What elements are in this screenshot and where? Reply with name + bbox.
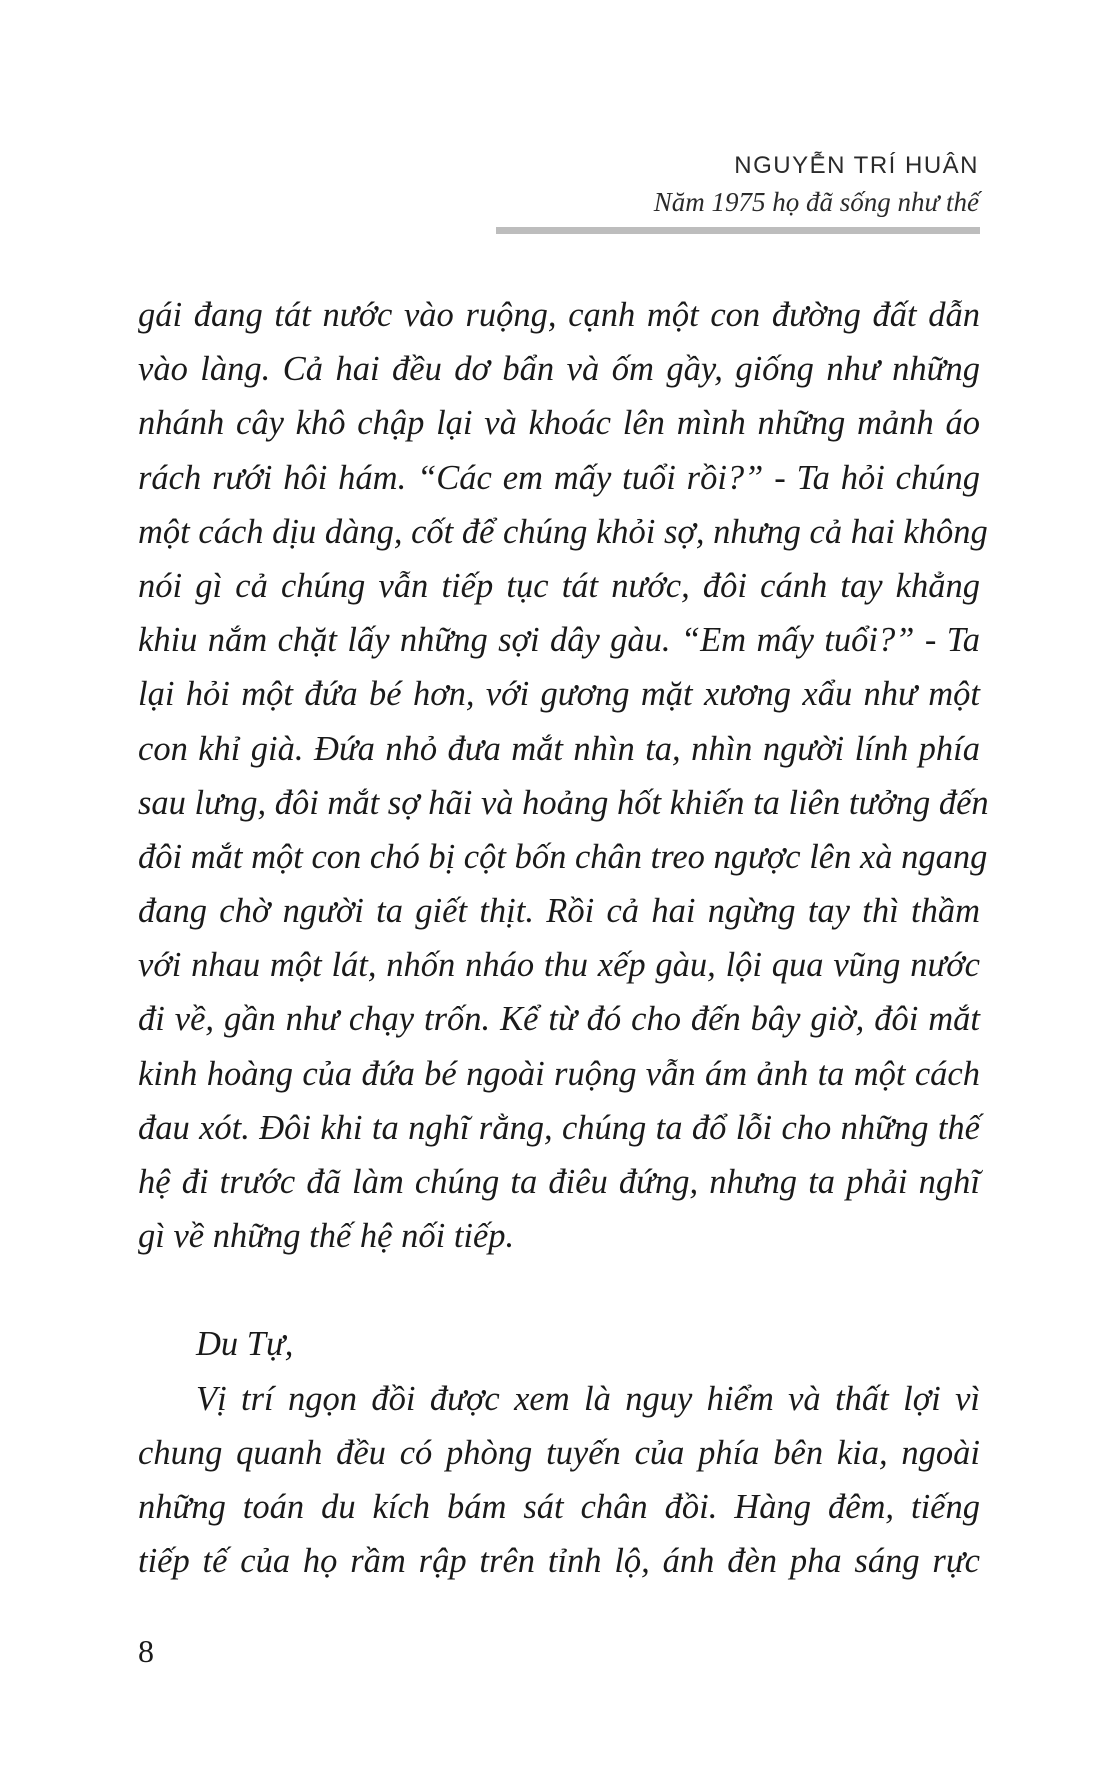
text-line: gái đang tát nước vào ruộng, cạnh một con đường đất dẫn xyxy=(138,296,980,334)
text-line: vào làng. Cả hai đều dơ bẩn và ốm gầy, giống như những xyxy=(138,350,980,389)
text-line: lại hỏi một đứa bé hơn, với gương mặt xương xẩu như một xyxy=(138,675,980,714)
text-line: gì về những thế hệ nối tiếp. xyxy=(138,1217,515,1256)
paragraph-1 xyxy=(138,288,989,1263)
salutation: Du Tự, xyxy=(196,1325,294,1364)
text-line: đang chờ người ta giết thịt. Rồi cả hai ngừng tay thì thầm xyxy=(138,892,980,931)
paragraph-gap xyxy=(138,1263,980,1317)
text-line: hệ đi trước đã làm chúng ta điêu đứng, nhưng ta phải nghĩ xyxy=(138,1163,980,1201)
header-rule xyxy=(496,227,980,234)
text-line: rách rưới hôi hám. “Các em mấy tuổi rồi?” - Ta hỏi chúng xyxy=(138,458,980,497)
text-line: đi về, gần như chạy trốn. Kể từ đó cho đến bây giờ, đôi mắt xyxy=(138,1000,980,1039)
text-line: con khỉ già. Đứa nhỏ đưa mắt nhìn ta, nhìn người lính phía xyxy=(138,729,980,768)
paragraph-2 xyxy=(138,1372,980,1589)
running-header xyxy=(654,150,979,220)
text-line: đau xót. Đôi khi ta nghĩ rằng, chúng ta đổ lỗi cho những thế xyxy=(138,1108,980,1147)
text-line: kinh hoàng của đứa bé ngoài ruộng vẫn ám ảnh ta một cách xyxy=(138,1054,980,1093)
text-line: sau lưng, đôi mắt sợ hãi và hoảng hốt khiến ta liên tưởng đến xyxy=(138,783,989,822)
text-line: đôi mắt một con chó bị cột bốn chân treo ngược lên xà ngang xyxy=(138,837,988,876)
text-line: tiếp tế của họ rầm rập trên tỉnh lộ, ánh đèn pha sáng rực xyxy=(138,1542,980,1581)
text-line: nói gì cả chúng vẫn tiếp tục tát nước, đôi cánh tay khẳng xyxy=(138,566,980,605)
header-book-title: Năm 1975 họ đã sống như thế xyxy=(653,187,979,217)
page-number: 8 xyxy=(138,1633,154,1669)
text-line: những toán du kích bám sát chân đồi. Hàng đêm, tiếng xyxy=(138,1487,980,1526)
text-line: khiu nắm chặt lấy những sợi dây gàu. “Em mấy tuổi?” - Ta xyxy=(138,621,980,660)
header-author: NGUYỄN TRÍ HUÂN xyxy=(734,152,979,179)
text-line: Vị trí ngọn đồi được xem là nguy hiểm và thất lợi vì xyxy=(196,1379,980,1418)
text-line: với nhau một lát, nhốn nháo thu xếp gàu, lội qua vũng nước xyxy=(138,946,980,985)
text-line: nhánh cây khô chập lại và khoác lên mình những mảnh áo xyxy=(138,404,980,443)
text-line: một cách dịu dàng, cốt để chúng khỏi sợ, nhưng cả hai không xyxy=(138,512,988,551)
page-body xyxy=(138,288,989,1588)
text-line: chung quanh đều có phòng tuyến của phía bên kia, ngoài xyxy=(138,1433,980,1472)
